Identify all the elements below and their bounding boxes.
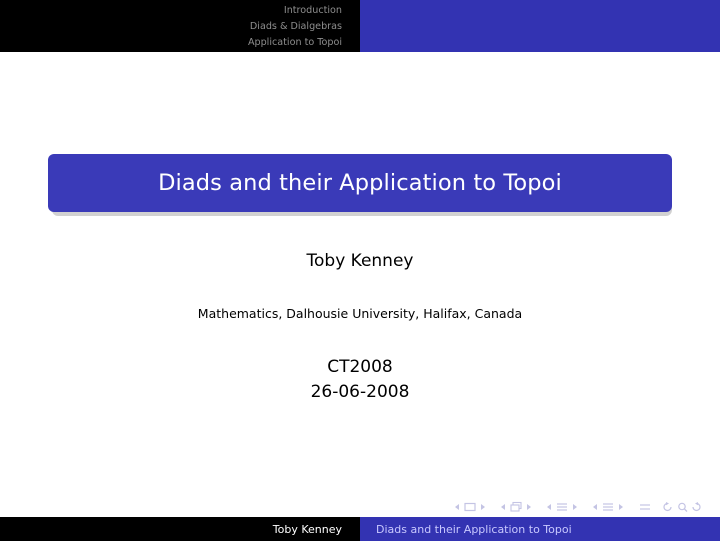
title-box [48,154,672,212]
back-find-forward-icon[interactable] [662,501,704,513]
event-name: CT2008 [327,357,393,377]
nav-item-introduction[interactable]: Introduction [283,5,342,16]
footer-bar [0,517,720,541]
event-date: 26-06-2008 [310,382,410,402]
author-name: Toby Kenney [306,251,414,271]
footer-short-title: Diads and their Application to Topoi [360,517,720,541]
navigation-symbols [454,500,704,514]
section-nav-icon[interactable] [592,501,628,513]
slide-nav-icon[interactable] [454,501,490,513]
section-list [248,3,342,51]
institute: Mathematics, Dalhousie University, Halifax, Canada [197,306,523,321]
event-info [0,355,720,405]
header-section-nav [0,0,360,52]
header-bar [0,0,720,52]
footer-author: Toby Kenney [0,517,360,541]
nav-item-diads-dialgebras[interactable]: Diads & Dialgebras [249,21,342,32]
subsection-nav-icon[interactable] [546,501,582,513]
frame-nav-icon[interactable] [500,501,536,513]
nav-item-application-to-topoi[interactable]: Application to Topoi [247,37,342,48]
header-accent [360,0,720,52]
align-icon[interactable] [638,501,652,513]
presentation-title: Diads and their Application to Topoi [158,170,562,196]
